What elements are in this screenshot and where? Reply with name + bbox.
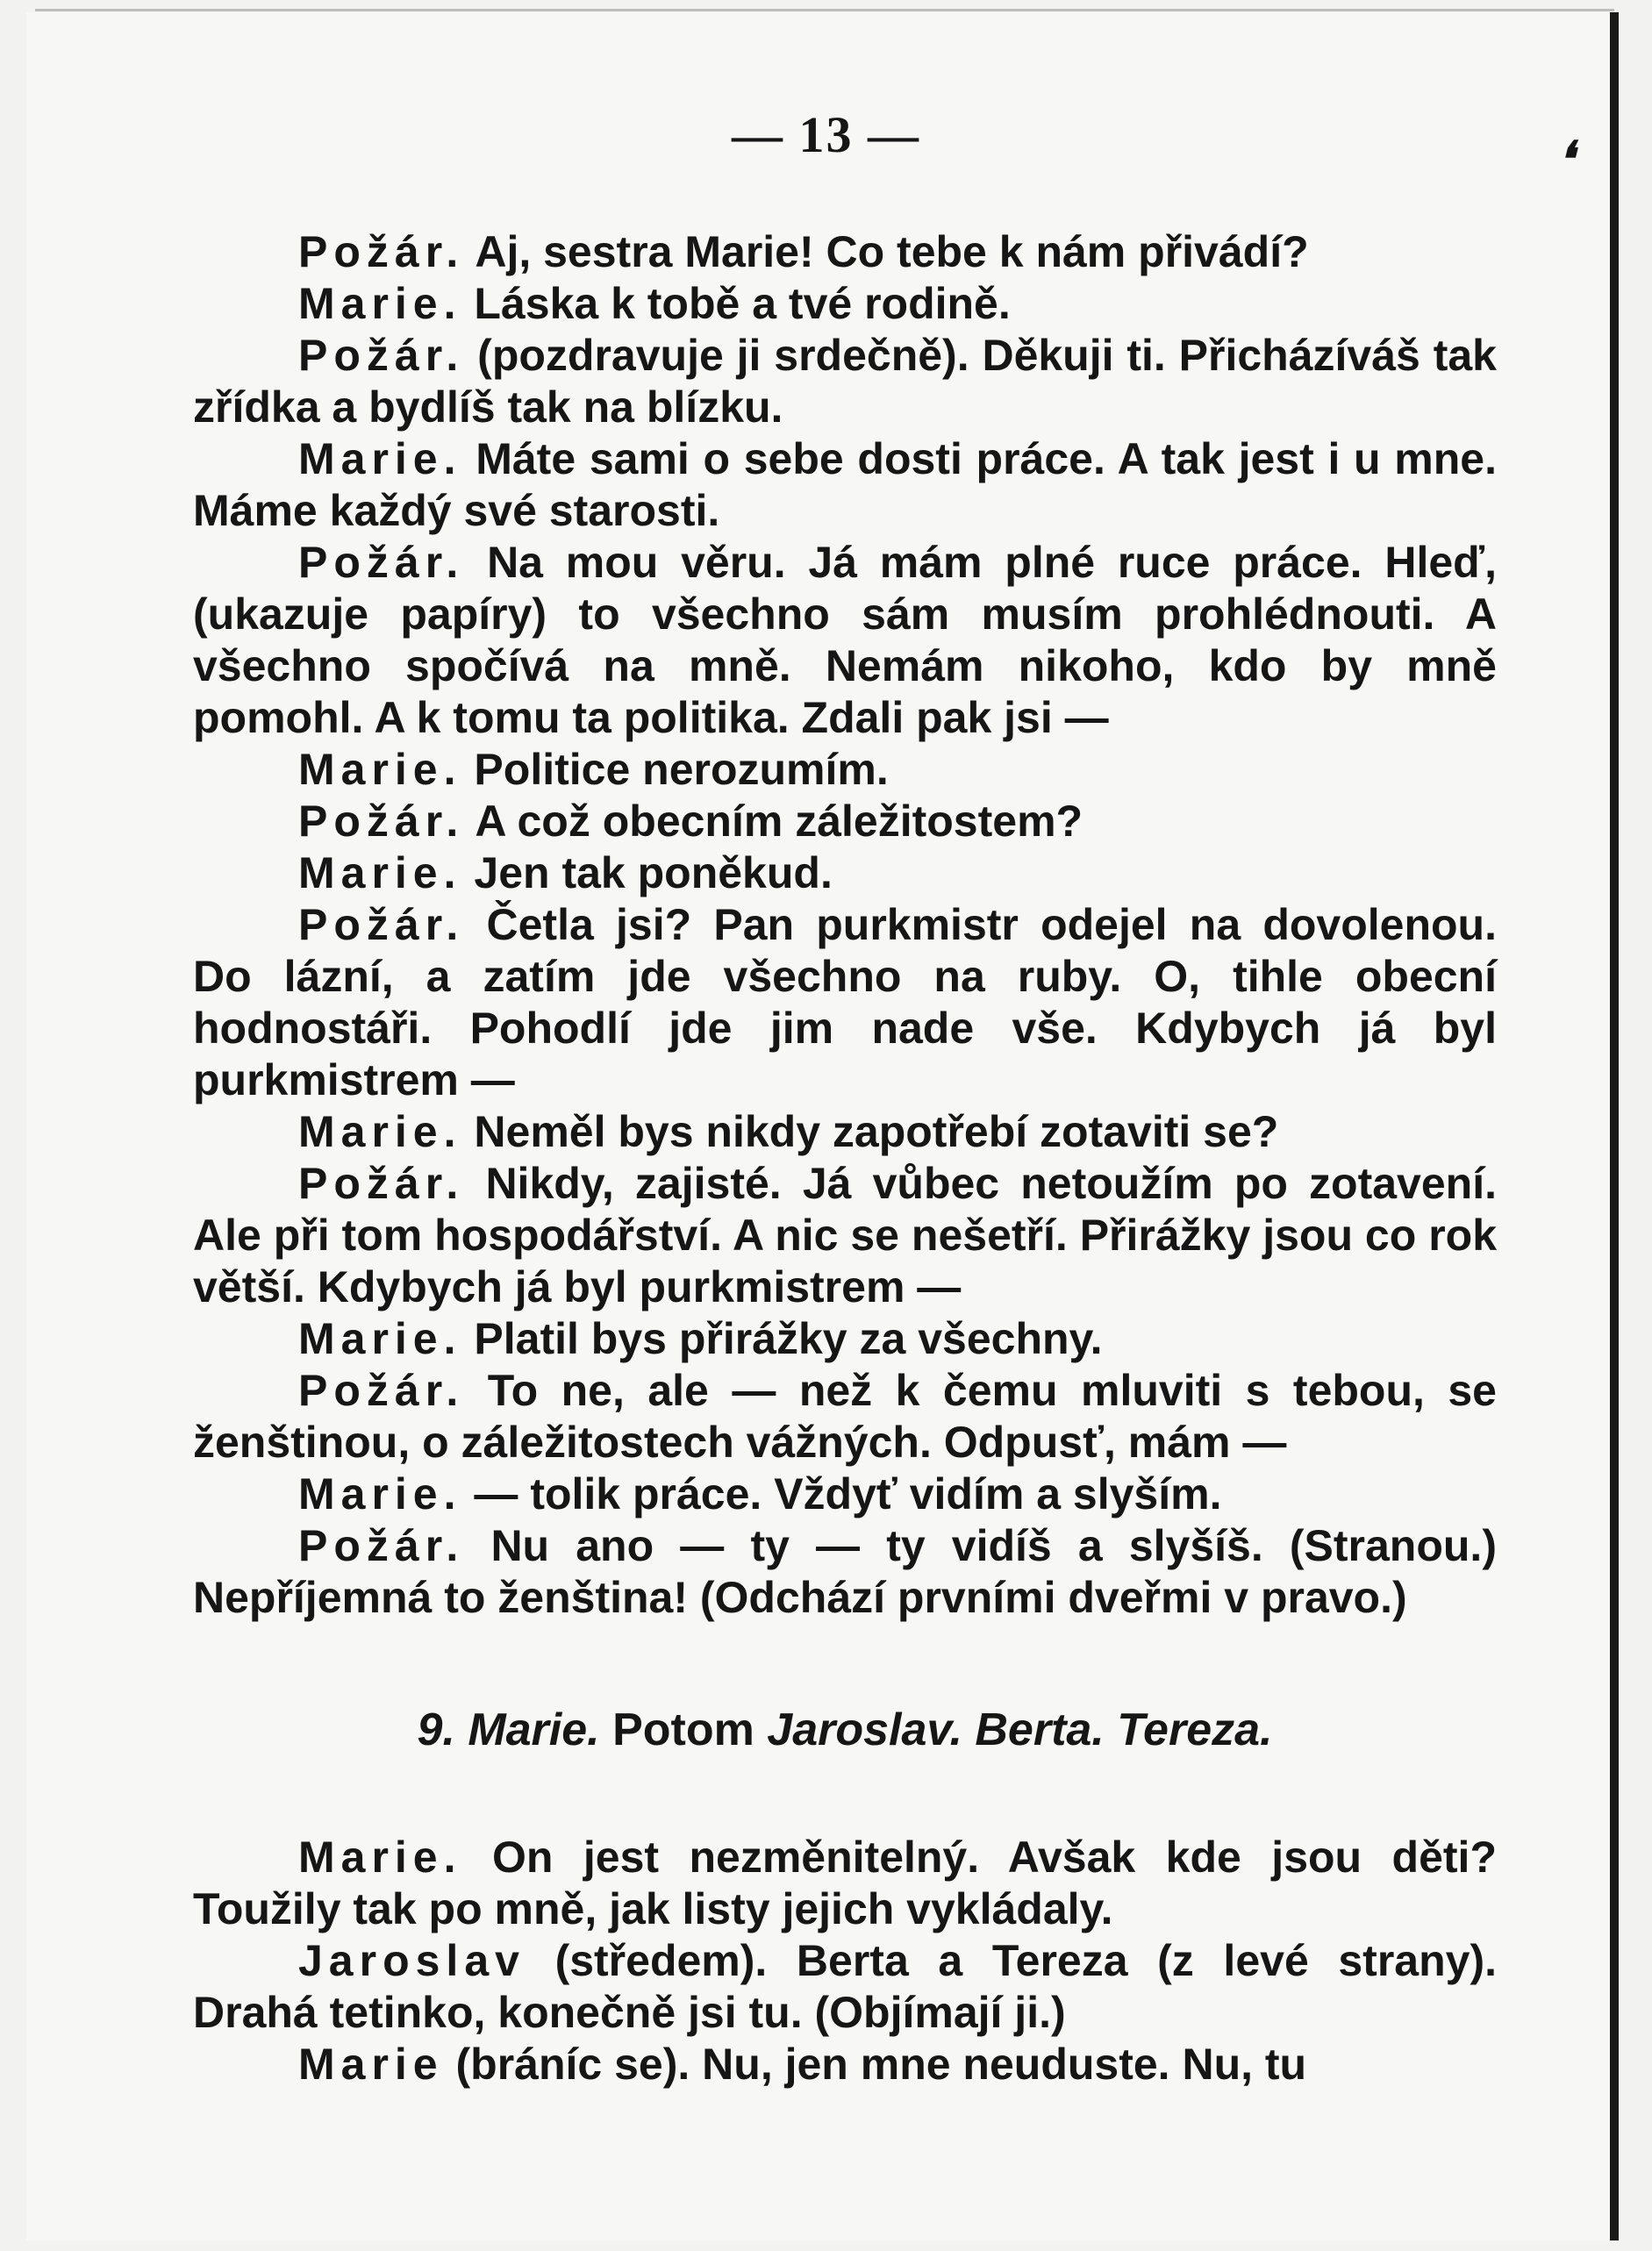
scene-heading bbox=[193, 1704, 1497, 1756]
scene-character: Jaroslav. bbox=[767, 1704, 962, 1755]
dialogue-text: Platil bys přirážky za všechny. bbox=[474, 1314, 1103, 1363]
dialogue-text: Máte sami o sebe dosti práce. A tak jest i u mne. Máme každý své starosti. bbox=[193, 434, 1497, 535]
speaker-name: Marie. bbox=[298, 745, 462, 794]
speaker-name: Marie. bbox=[298, 1314, 462, 1363]
speaker-name: Požár. bbox=[298, 1366, 465, 1415]
speaker-name: Požár. bbox=[298, 538, 465, 587]
speaker-name: Marie. bbox=[298, 279, 462, 328]
dialogue-text: Neměl bys nikdy zapotřebí zotaviti se? bbox=[474, 1107, 1279, 1156]
dialogue-text: Láska k tobě a tvé rodině. bbox=[474, 279, 1011, 328]
speaker-name: Jaroslav bbox=[298, 1936, 526, 1985]
speaker-name: Požár. bbox=[298, 227, 465, 276]
dialogue-text: To ne, ale — než k čemu mluviti s tebou, se ženštinou, o záležitostech vážných. Odpusť, mám — bbox=[193, 1366, 1497, 1467]
dialogue-text: (pozdravuje ji srdečně). Děkuji ti. Přicházíváš tak zřídka a bydlíš tak na blízku. bbox=[193, 331, 1497, 432]
dialogue-line bbox=[193, 1313, 1497, 1365]
margin-mark: ❛ bbox=[1557, 133, 1574, 188]
dialogue-text: Na mou věru. Já mám plné ruce práce. Hleď, (ukazuje papíry) to všechno sám musím prohlédnouti. A všechno spočívá na mně. Nemám nikoho, kdo by mně pomohl. A k tomu ta politika. Zdali pak jsi — bbox=[193, 538, 1497, 742]
dialogue-line bbox=[193, 278, 1497, 330]
dialogue-text: Aj, sestra Marie! Co tebe k nám přivádí? bbox=[475, 227, 1309, 276]
dialogue-text: Politice nerozumím. bbox=[474, 745, 889, 794]
dialogue-line bbox=[193, 744, 1497, 796]
speaker-name: Požár. bbox=[298, 1159, 465, 1208]
dialogue-line bbox=[193, 537, 1497, 744]
dialogue-line bbox=[193, 899, 1497, 1106]
speaker-name: Marie. bbox=[298, 434, 462, 483]
dialogue-text: A což obecním záležitostem? bbox=[475, 797, 1083, 846]
speaker-name: Marie. bbox=[298, 1469, 462, 1519]
dialogue-line bbox=[193, 1365, 1497, 1469]
page-number: — 13 — bbox=[732, 106, 920, 163]
speaker-name: Požár. bbox=[298, 1521, 465, 1570]
speaker-name: Marie. bbox=[298, 1833, 462, 1882]
body-text bbox=[193, 226, 1497, 2090]
scene-connector: Potom bbox=[612, 1704, 754, 1755]
dialogue-text: Jen tak poněkud. bbox=[474, 848, 833, 897]
dialogue-line bbox=[193, 847, 1497, 899]
dialogue-text: Nikdy, zajisté. Já vůbec netoužím po zotavení. Ale při tom hospodářství. A nic se nešetří. Přirážky jsou co rok větší. Kdybych já byl purkmistrem — bbox=[193, 1159, 1497, 1311]
dialogue-text: Nu ano — ty — ty vidíš a slyšíš. (Stranou.) Nepříjemná to ženština! (Odchází prvními dveřmi v pravo.) bbox=[193, 1521, 1497, 1622]
dialogue-line bbox=[193, 1832, 1497, 1935]
speaker-name: Požár. bbox=[298, 900, 465, 949]
page-edge bbox=[35, 9, 1614, 11]
dialogue-text: — tolik práce. Vždyť vidím a slyším. bbox=[474, 1469, 1222, 1519]
dialogue-text: On jest nezměnitelný. Avšak kde jsou děti? Toužily tak po mně, jak listy jejich vykládaly. bbox=[193, 1833, 1497, 1933]
dialogue-line bbox=[193, 796, 1497, 847]
speaker-name: Marie bbox=[298, 2040, 444, 2089]
dialogue-line bbox=[193, 1935, 1497, 2039]
speaker-name: Požár. bbox=[298, 331, 465, 380]
scene-8-dialogue bbox=[193, 226, 1497, 1624]
speaker-name: Požár. bbox=[298, 797, 465, 846]
dialogue-text: (středem). Berta a Tereza (z levé strany). Drahá tetinko, konečně jsi tu. (Objímají ji.) bbox=[193, 1936, 1497, 2037]
scene-9-dialogue bbox=[193, 1832, 1497, 2090]
scene-character: Berta. bbox=[975, 1704, 1105, 1755]
scene-character: Tereza. bbox=[1117, 1704, 1273, 1755]
dialogue-line bbox=[193, 1469, 1497, 1520]
dialogue-line bbox=[193, 433, 1497, 537]
speaker-name: Marie. bbox=[298, 848, 462, 897]
scene-number: 9. bbox=[417, 1704, 455, 1755]
dialogue-text: Četla jsi? Pan purkmistr odejel na dovolenou. Do lázní, a zatím jde všechno na ruby. O, tihle obecní hodnostáři. Pohodlí jde jim nade vše. Kdybych já byl purkmistrem — bbox=[193, 900, 1497, 1104]
speaker-name: Marie. bbox=[298, 1107, 462, 1156]
dialogue-line bbox=[193, 1520, 1497, 1624]
dialogue-line bbox=[193, 226, 1497, 278]
dialogue-line bbox=[193, 1106, 1497, 1158]
dialogue-line bbox=[193, 330, 1497, 433]
scene-character: Marie. bbox=[468, 1704, 600, 1755]
dialogue-line bbox=[193, 2039, 1497, 2090]
dialogue-text: (bráníc se). Nu, jen mne neuduste. Nu, tu bbox=[455, 2040, 1307, 2089]
dialogue-line bbox=[193, 1158, 1497, 1313]
